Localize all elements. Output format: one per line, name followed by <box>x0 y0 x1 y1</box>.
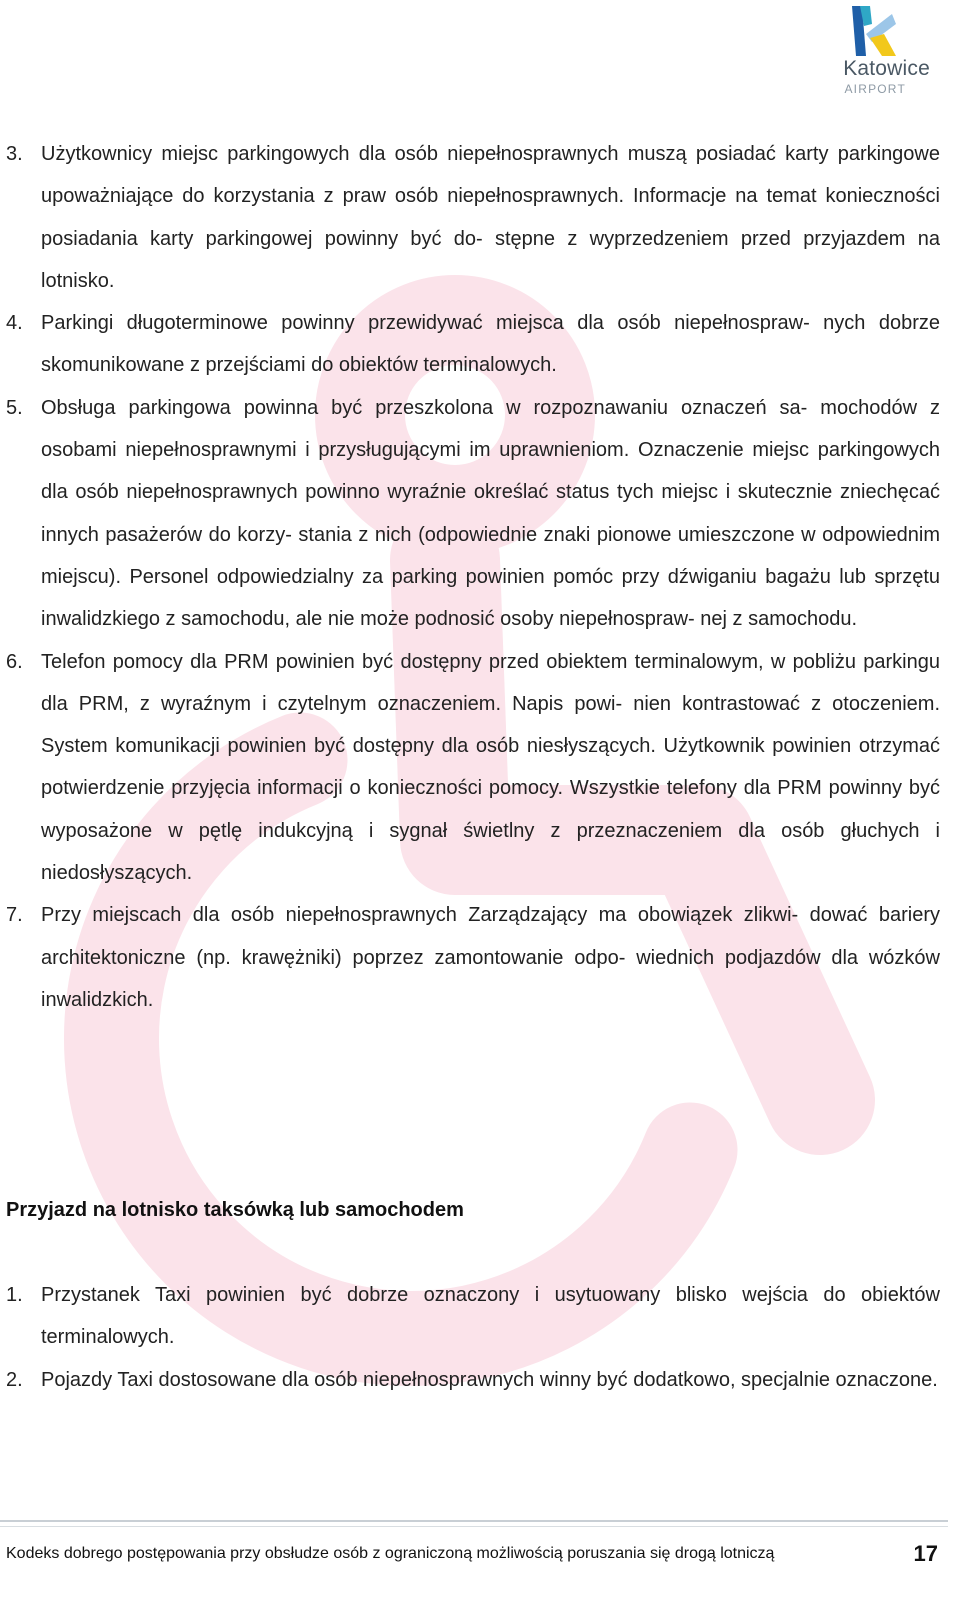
list-item <box>0 1359 960 1401</box>
list-item-text: Przy miejscach dla osób niepełnosprawnych Zarządzający ma obowiązek zlikwi- dować bariery architektoniczne (np. krawężniki) poprzez zamontowanie odpo- wiednich podjazdów dla wózków inwalidzkich. <box>41 904 940 1011</box>
section-heading: Przyjazd na lotnisko taksówką lub samochodem <box>6 1199 464 1221</box>
list-item <box>0 894 960 1021</box>
katowice-k-mark-icon <box>822 4 932 64</box>
list-taxi-car <box>0 1274 960 1401</box>
list-item-text: Przystanek Taxi powinien być dobrze oznaczony i usytuowany blisko wejścia do obiektów terminalowych. <box>41 1284 940 1349</box>
footer-divider <box>0 1520 960 1534</box>
list-item-text: Obsługa parkingowa powinna być przeszkolona w rozpoznawaniu oznaczeń sa- mochodów z osobami niepełnosprawnymi i przysługującymi im uprawnieniom. Oznaczenie miejsc parkingowych dla osób niepełnosprawnych powinno wyraźnie określać status tych miejsc i skutecznie zniechęcać innych pasażerów do korzy- stania z nich (odpowiednie znaki pionowe umieszczone w odpowiednim miejscu). Personel odpowiedzialny za parking powinien pomóc przy dźwiganiu bagażu lub sprzętu inwalidzkiego z samochodu, ale nie może podnosić osoby niepełnospraw- nej z samochodu. <box>41 396 940 631</box>
list-item <box>0 387 960 641</box>
footer-title: Kodeks dobrego postępowania przy obsłudze osób z ograniczoną możliwością poruszania się drogą lotniczą <box>6 1545 775 1562</box>
list-number: 1. <box>6 1284 23 1306</box>
list-item <box>0 641 960 895</box>
footer-rule-thin <box>0 1526 948 1527</box>
list-item-text: Pojazdy Taxi dostosowane dla osób niepełnosprawnych winny być dodatkowo, specjalnie oznaczone. <box>41 1368 938 1391</box>
list-accessibility-parking <box>0 133 960 1021</box>
list-item-text: Telefon pomocy dla PRM powinien być dostępny przed obiektem terminalowym, w pobliżu parkingu dla PRM, z wyraźnym i czytelnym oznaczeniem. Napis powi- nien kontrastować z otoczeniem. System komunikacji powinien być dostępny dla osób niesłyszących. Użytkownik powinien otrzymać potwierdzenie przyjęcia informacji o konieczności pomocy. Wszystkie telefony dla PRM powinny być wyposażone w pętlę indukcyjną i sygnał świetlny z przeznaczeniem dla osób głuchych i niedosłyszących. <box>41 650 940 885</box>
list-number: 7. <box>6 904 23 927</box>
list-number: 3. <box>6 143 23 165</box>
logo-subtitle: AIRPORT <box>844 82 906 96</box>
page-number: 17 <box>913 1541 938 1566</box>
list-item-text: Parkingi długoterminowe powinny przewidywać miejsca dla osób niepełnospraw- nych dobrze skomunikowane z przejściami do obiektów terminalowych. <box>41 312 940 377</box>
katowice-airport-logo <box>822 4 932 100</box>
list-number: 2. <box>6 1368 23 1391</box>
list-number: 4. <box>6 312 23 335</box>
logo-name: Katowice <box>843 57 930 80</box>
list-number: 6. <box>6 650 23 673</box>
list-item <box>0 302 960 387</box>
list-number: 5. <box>6 396 23 419</box>
list-item <box>0 1274 960 1359</box>
list-item <box>0 133 960 302</box>
list-item-text: Użytkownicy miejsc parkingowych dla osób niepełnosprawnych muszą posiadać karty parkingowe upoważniające do korzystania z praw osób niepełnosprawnych. Informacje na temat konieczności posiadania karty parkingowej powinny być do- stępne z wyprzedzeniem przed przyjazdem na lotnisko. <box>41 143 940 292</box>
footer-rule <box>0 1520 948 1522</box>
